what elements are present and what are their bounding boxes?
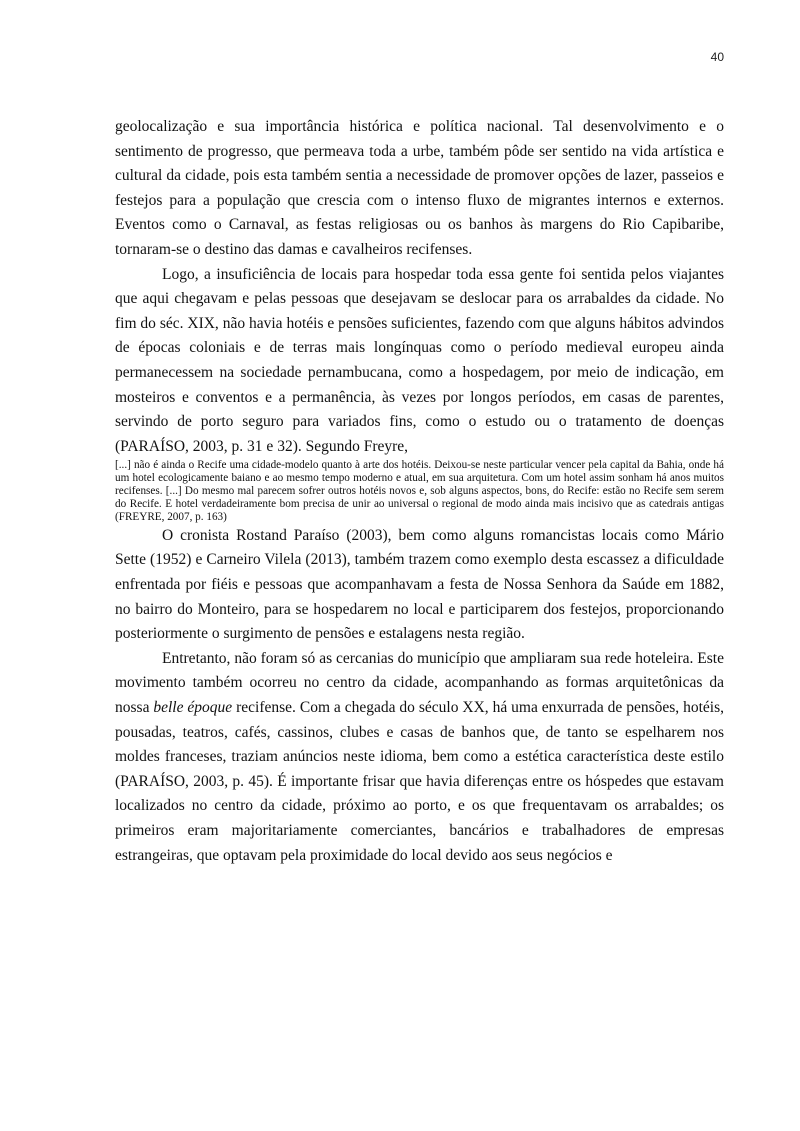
paragraph-4-text-start: Entretanto, não foram só as cercanias do município que ampliaram sua rede hoteleira. Este movimento também ocorreu no centro da cidade, acompanhando as formas arquitetônicas da nossa xyxy=(115,649,724,716)
italic-term: belle époque xyxy=(153,699,233,716)
paragraph-2: Logo, a insuficiência de locais para hospedar toda essa gente foi sentida pelos viajantes que aqui chegavam e pelas pessoas que desejavam se deslocar para os arrabaldes da cidade. No fim do séc. XIX, não havia hotéis e pensões suficientes, fazendo com que alguns hábitos advindos de épocas coloniais e de terras mais longínquas como o período medieval europeu ainda permanecessem na sociedade pernambucana, como a hospedagem, por meio de indicação, em mosteiros e conventos e a permanência, às vezes por longos períodos, em casas de parentes, servindo de porto seguro para variados fins, como o estudo ou o tratamento de doenças (PARAÍSO, 2003, p. 31 e 32). Segundo Freyre, xyxy=(115,265,724,455)
page-number: 40 xyxy=(710,50,724,64)
block-quote: [...] não é ainda o Recife uma cidade-modelo quanto à arte dos hotéis. Deixou-se neste particular vencer pela capital da Bahia, onde há um hotel ecologicamente baiano e ao mesmo tempo moderno e atual, em sua arquitetura. Com um hotel assim sonham há anos muitos recifenses. [...] Do mesmo mal parecem sofrer outros hotéis novos e, sob alguns aspectos, bons, do Recife: estão no Recife sem serem do Recife. E hotel verdadeiramente bom precisa de unir ao universal o regional de modo ainda mais incisivo que as catedrais antigas (FREYRE, 2007, p. 163) xyxy=(115,459,724,523)
paragraph-3: O cronista Rostand Paraíso (2003), bem como alguns romancistas locais como Mário Sette (1952) e Carneiro Vilela (2013), também trazem como exemplo desta escassez a dificuldade enfrentada por fiéis e pessoas que acompanhavam a festa de Nossa Senhora da Saúde em 1882, no bairro do Monteiro, para se hospedarem no local e participarem dos festejos, proporcionando posteriormente o surgimento de pensões e estalagens nesta região. xyxy=(115,526,724,643)
paragraph-4-text-end: recifense. Com a chegada do século XX, há uma enxurrada de pensões, hotéis, pousadas, teatros, cafés, cassinos, clubes e casas de banhos que, de tanto se espelharem nos moldes franceses, traziam anúncios neste idioma, bem como a estética característica deste estilo (PARAÍSO, 2003, p. 45). É importante frisar que havia diferenças entre os hóspedes que estavam localizados no centro da cidade, próximo ao porto, e os que frequentavam os arrabaldes; os primeiros eram majoritariamente comerciantes, bancários e trabalhadores de empresas estrangeiras, que optavam pela proximidade do local devido aos seus negócios e xyxy=(115,699,724,864)
document-body xyxy=(115,115,724,868)
paragraph-4 xyxy=(115,647,724,868)
paragraph-1: geolocalização e sua importância histórica e política nacional. Tal desenvolvimento e o sentimento de progresso, que permeava toda a urbe, também pôde ser sentido na vida artística e cultural da cidade, pois esta também sentia a necessidade de promover opções de lazer, passeios e festejos para a população que crescia com o intenso fluxo de migrantes internos e externos. Eventos como o Carnaval, as festas religiosas ou os banhos às margens do Rio Capibaribe, tornaram-se o destino das damas e cavalheiros recifenses. xyxy=(115,118,724,258)
